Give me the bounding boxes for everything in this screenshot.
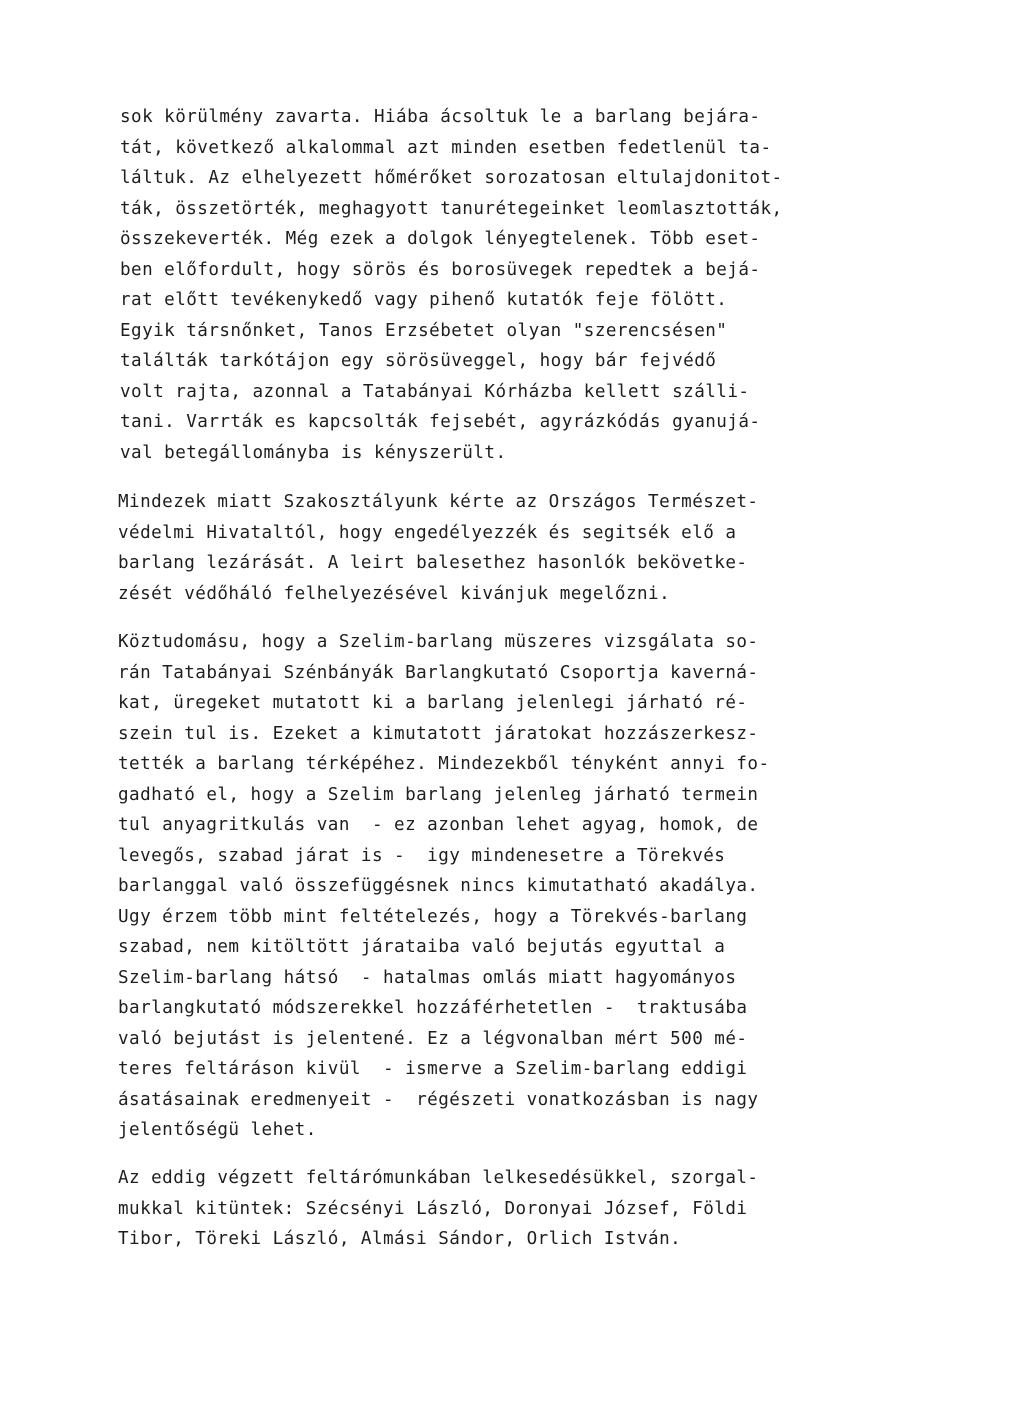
text-line: tul anyagritkulás van - ez azonban lehet agyag, homok, de — [118, 815, 759, 835]
text-line: Szelim-barlang hátsó - hatalmas omlás miatt hagyományos — [118, 967, 737, 988]
paragraph-acknowledgements — [118, 1163, 858, 1255]
text-line: találták tarkótájon egy sörösüveggel, hogy bár fejvédő — [120, 351, 717, 371]
text-line: volt rajta, azonnal a Tatabányai Kórházba kellett szálli- — [120, 381, 750, 402]
text-line: gadható el, hogy a Szelim barlang jelenleg járható termein — [118, 784, 759, 805]
paragraph-cave-survey — [118, 627, 858, 1146]
text-line: barlang lezárását. A leirt balesethez hasonlók bekövetke- — [118, 553, 748, 573]
text-line: ták, összetörték, meghagyott tanurétegeinket leomlasztották, — [120, 198, 783, 219]
text-line: tani. Varrták es kapcsolták fejsebét, agyrázkódás gyanujá- — [120, 412, 761, 432]
text-line: jelentőségü lehet. — [118, 1120, 317, 1140]
text-line: Az eddig végzett feltárómunkában lelkesedésükkel, szorgal- — [118, 1168, 759, 1188]
text-line: rán Tatabányai Szénbányák Barlangkutató Csoportja kaverná- — [118, 662, 759, 683]
text-line: ben előfordult, hogy sörös és borosüvegek repedtek a bejá- — [120, 259, 761, 280]
text-line: szein tul is. Ezeket a kimutatott járatokat hozzászerkesz- — [118, 723, 759, 744]
text-line: összekeverték. Még ezek a dolgok lényegtelenek. Több eset- — [120, 229, 761, 249]
text-line: barlangkutató módszerekkel hozzáférhetetlen - traktusába — [118, 998, 748, 1018]
text-line: Köztudomásu, hogy a Szelim-barlang müszeres vizsgálata so- — [118, 632, 759, 652]
text-line: Ugy érzem több mint feltételezés, hogy a Törekvés-barlang — [118, 906, 748, 927]
text-line: Tibor, Töreki László, Almási Sándor, Orlich István. — [118, 1229, 682, 1249]
text-line: teres feltáráson kivül - ismerve a Szelim-barlang eddigi — [118, 1059, 748, 1079]
text-line: rat előtt tevékenykedő vagy pihenő kutatók feje fölött. — [120, 290, 728, 310]
text-line: védelmi Hivataltól, hogy engedélyezzék és segitsék elő a — [118, 522, 737, 543]
text-line: val betegállományba is kényszerült. — [120, 442, 507, 463]
text-line: való bejutást is jelentené. Ez a légvonalban mért 500 mé- — [118, 1028, 748, 1049]
text-line: szabad, nem kitöltött járataiba való bejutás egyuttal a — [118, 937, 726, 957]
text-line: Mindezek miatt Szakosztályunk kérte az Országos Természet- — [118, 492, 759, 512]
text-line: ásatásainak eredmenyeit - régészeti vonatkozásban is nagy — [118, 1089, 759, 1110]
text-line: tát, következő alkalommal azt minden esetben fedetlenül ta- — [120, 137, 772, 158]
text-line: zését védőháló felhelyezésével kivánjuk megelőzni. — [118, 583, 671, 604]
text-line: láltuk. Az elhelyezett hőmérőket sorozatosan eltulajdonitot- — [120, 168, 783, 188]
text-line: barlanggal való összefüggésnek nincs kimutatható akadálya. — [118, 876, 759, 896]
text-line: sok körülmény zavarta. Hiába ácsoltuk le a barlang bejára- — [120, 107, 761, 127]
text-line: tették a barlang térképéhez. Mindezekből tényként annyi fo- — [118, 754, 770, 774]
text-line: kat, üregeket mutatott ki a barlang jelenlegi járható ré- — [118, 693, 748, 713]
text-line: mukkal kitüntek: Szécsényi László, Doronyai József, Földi — [118, 1198, 748, 1219]
paragraph-vandalism — [120, 102, 860, 468]
text-line: levegős, szabad járat is - igy mindenesetre a Törekvés — [118, 845, 726, 866]
text-line: Egyik társnőnket, Tanos Erzsébetet olyan "szerencsésen" — [120, 320, 728, 341]
paragraph-closure-request — [118, 487, 858, 609]
